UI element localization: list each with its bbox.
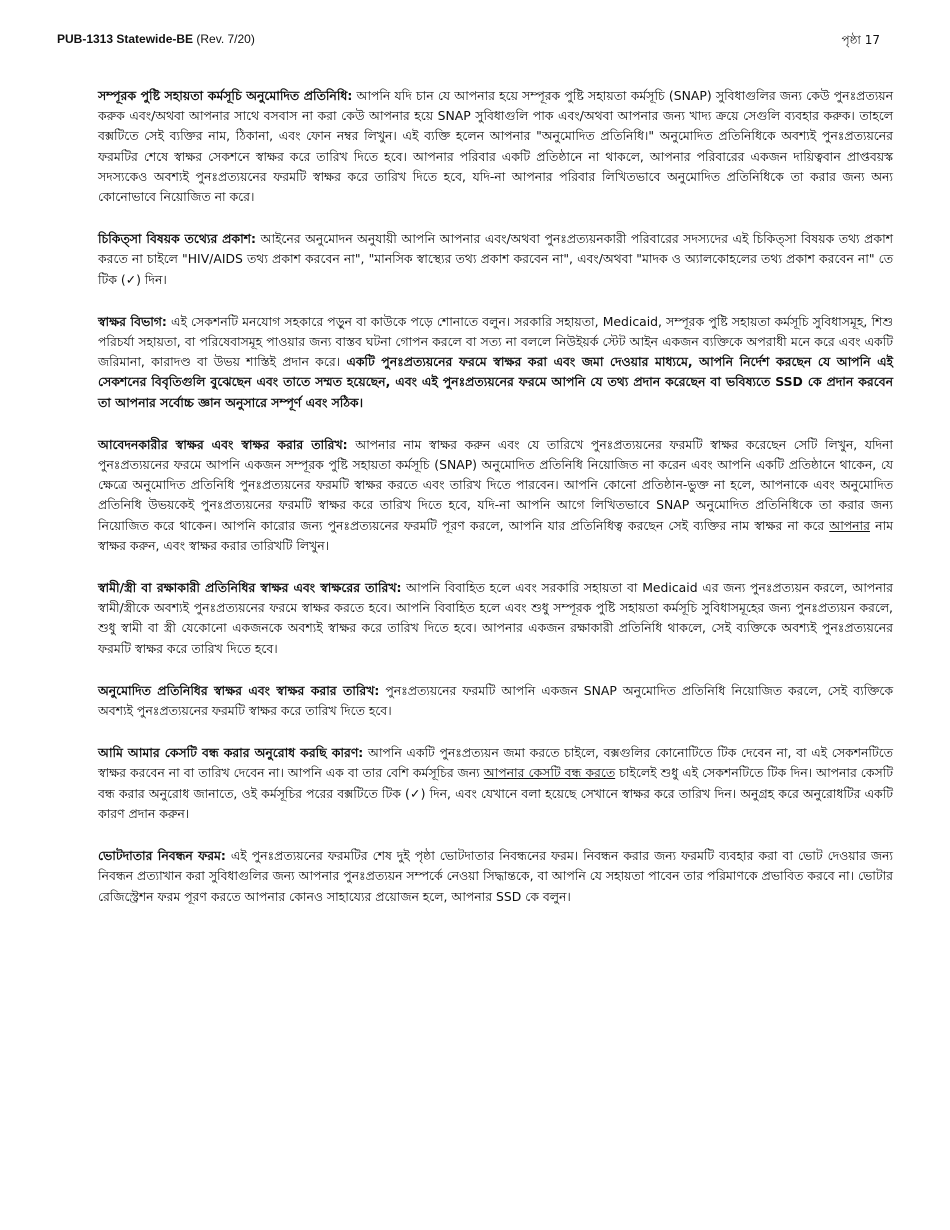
section-underlined-text: আপনার কেসটি বন্ধ করতে: [483, 765, 616, 781]
section-heading: ভোটদাতার নিবন্ধন ফরম:: [98, 848, 226, 864]
section-text-after: নাম স্বাক্ষর করুন, এবং স্বাক্ষর করার তারিখটি লিখুন।: [98, 517, 893, 553]
section-applicant-signature: [98, 435, 893, 556]
section-voter-registration: [98, 846, 893, 907]
section-heading: স্বাক্ষর বিভাগ:: [98, 313, 167, 329]
section-heading: আমি আমার কেসটি বন্ধ করার অনুরোধ করছি কারণ:: [98, 745, 364, 761]
section-text: আইনের অনুমোদন অনুযায়ী আপনি আপনার এবং/অথবা পুনঃপ্রত্যয়নকারী পরিবারের সদস্যদের এই চিকিত্সা বিষয়ক তথ্য প্রকাশ করতে না চাইলে "HIV/AIDS তথ্য প্রকাশ করবেন না", "মানসিক স্বাস্থ্যের তথ্য প্রকাশ করবেন না", এবং/অথবা "মাদক ও অ্যালকোহলের তথ্য প্রকাশ করবেন না" তে টিক (✓) দিন।: [98, 231, 893, 287]
section-snap-authorized-representative: [98, 86, 893, 207]
section-text: আপনি একটি পুনঃপ্রত্যয়ন জমা করতে চাইলে, বক্সগুলির কোনোটিতে টিক দেবেন না, বা এই সেকশনটিতে স্বাক্ষর করবেন না বা তারিখ দেবেন না। আপনি এক বা তার বেশি কর্মসূচির জন্য: [98, 745, 893, 781]
form-code: PUB-1313 Statewide-BE: [57, 32, 194, 46]
form-identifier: [57, 32, 255, 46]
section-text-after: চাইলেই শুধু এই সেকশনটিতে টিক দিন। আপনার কেসটি বন্ধ করার অনুরোধ জানাতে, ওই কর্মসূচির পরের বক্সটিতে টিক (✓) দিন, এবং যেখানে বলা হয়েছে সেখানে স্বাক্ষর করে তারিখ দিন। অনুগ্রহ করে অনুরোধটির একটি কারণ প্রদান করুন।: [98, 765, 893, 821]
section-bold-statement: একটি পুনঃপ্রত্যয়নের ফরমে স্বাক্ষর করা এবং জমা দেওয়ার মাধ্যমে, আপনি নির্দেশ করছেন যে আপনি এই সেকশনের বিবৃতিগুলি বুঝেছেন এবং তাতে সম্মত হয়েছেন, এবং এই পুনঃপ্রত্যয়নের ফরমে আপনি যে তথ্য প্রদান করেছেন বা ভবিষ্যতে SSD কে প্রদান করবেন তা আপনার সর্বোচ্চ জ্ঞান অনুসারে সম্পূর্ণ এবং সঠিক।: [98, 354, 893, 410]
section-signature: [98, 312, 893, 413]
section-text: এই পুনঃপ্রত্যয়নের ফরমটির শেষ দুই পৃষ্ঠা ভোটদাতার নিবন্ধনের ফরম। নিবন্ধন করার জন্য ফরমটি ব্যবহার করা বা ভোট দেওয়ার জন্য নিবন্ধন প্রত্যাখান করা সুবিধাগুলির জন্য আপনার পুনঃপ্রত্যয়ন সম্পর্কে নেওয়া সিদ্ধান্তকে, বা আপনি যে সহায়তা পাবেন তার পরিমাণকে প্রভাবিত করবে না। ভোটার রেজিস্ট্রেশন ফরম পূরণ করতে আপনার কোনও সাহায্যের প্রয়োজন হলে, আপনার SSD কে বলুন।: [98, 848, 893, 904]
document-body: [98, 86, 893, 929]
section-text: পুনঃপ্রত্যয়নের ফরমটি আপনি একজন SNAP অনুমোদিত প্রতিনিধি নিয়োজিত করলে, সেই ব্যক্তিকে অবশ্যই পুনঃপ্রত্যয়নের ফরমটি স্বাক্ষর করে তারিখ দিতে হবে।: [98, 682, 894, 719]
page-header: [57, 32, 880, 50]
section-text: আপনি যদি চান যে আপনার হয়ে সম্পূরক পুষ্টি সহায়তা কর্মসূচি (SNAP) সুবিধাগুলির জন্য কেউ পুনঃপ্রত্যয়ন করুক এবং/অথবা আপনার সাথে বসবাস না করা কেউ আপনার হয়ে SNAP সুবিধাগুলি পাক এবং/অথবা আপনার জন্য খাদ্য ক্রয়ে সেগুলি ব্যবহার করুক। তাহলে বক্সটিতে সেই ব্যক্তির নাম, ঠিকানা, এবং ফোন নম্বর লিখুন। এই ব্যক্তি হলেন আপনার "অনুমোদিত প্রতিনিধি।" অনুমোদিত প্রতিনিধিকে অবশ্যই পুনঃপ্রত্যয়নের ফরমটির শেষে স্বাক্ষর সেকশনে স্বাক্ষর করে তারিখ দিতে হবে। আপনার পরিবার একটি প্রতিষ্ঠানে না থাকলে, আপনার পরিবারের একজন দায়িত্ববান প্রাপ্তবয়স্ক সদস্যকেও অবশ্যই পুনঃপ্রত্যয়নের ফরমটি স্বাক্ষর করে তারিখ দিতে হবে, যদি-না আপনার পরিবার লিখিতভাবে অনুমোদিত প্রতিনিধিকে তা করার জন্য অন্য কোনোভাবে নিয়োজিত না করে।: [98, 88, 894, 205]
section-underlined-text: আপনার: [829, 517, 870, 533]
section-medical-information-disclosure: [98, 229, 893, 290]
section-heading: সম্পূরক পুষ্টি সহায়তা কর্মসূচি অনুমোদিত প্রতিনিধি:: [98, 88, 353, 103]
section-heading: অনুমোদিত প্রতিনিধির স্বাক্ষর এবং স্বাক্ষর করার তারিখ:: [98, 682, 380, 698]
section-text: এই সেকশনটি মনযোগ সহকারে পড়ুন বা কাউকে পড়ে শোনাতে বলুন। সরকারি সহায়তা, Medicaid, সম্পূরক পুষ্টি সহায়তা কর্মসূচি সুবিধাসমূহ, শিশু পরিচর্যা সহায়তা, বা পরিষেবাসমূহ পাওয়ার জন্য বাস্তব ঘটনা গোপন করলে বা সত্য না বললে নিউইয়র্ক স্টেট আইন একজন ব্যক্তিকে অপরাধী মনে করে এবং একটি জরিমানা, কারাদণ্ড বা উভয় শাস্তিই প্রদান করে।: [98, 313, 893, 370]
section-authorized-representative-signature: [98, 681, 893, 721]
section-text: আপনি বিবাহিত হলে এবং সরকারি সহায়তা বা Medicaid এর জন্য পুনঃপ্রত্যয়ন করলে, আপনার স্বামী/স্ত্রীকে অবশ্যই পুনঃপ্রত্যয়নের ফরমে স্বাক্ষর করতে হবে। আপনি বিবাহিত হলে এবং শুধু সম্পূরক পুষ্টি সহায়তা কর্মসূচি সুবিধাসমূহের জন্য পুনঃপ্রত্যয়ন করলে, শুধু স্বামী বা স্ত্রী যেকোনো একজনকে অবশ্যই স্বাক্ষর করে তারিখ দিতে হবে। আপনার একজন রক্ষাকারী প্রতিনিধি থাকলে, সেই ব্যক্তিকে অবশ্যই পুনঃপ্রত্যয়নের ফরমটি স্বাক্ষর করে তারিখ দিতে হবে।: [98, 580, 893, 656]
section-heading: চিকিত্সা বিষয়ক তথ্যের প্রকাশ:: [98, 231, 256, 247]
section-text: আপনার নাম স্বাক্ষর করুন এবং যে তারিখে পুনঃপ্রত্যয়নের ফরমটি স্বাক্ষর করেছেন সেটি লিখুন, যদিনা পুনঃপ্রত্যয়নের ফরমে আপনি একজন সম্পূরক পুষ্টি সহায়তা কর্মসূচি (SNAP) অনুমোদিত প্রতিনিধি নিয়োজিত না করেন এবং আপনি একটি প্রতিষ্ঠানে থাকেন, যে ক্ষেত্রে অনুমোদিত প্রতিনিধি পুনঃপ্রত্যয়নের ফরমটি স্বাক্ষর করতে এবং তারিখ দিতে পারবেন। আপনি কোনো প্রতিষ্ঠান-ভুক্ত না হলে, আপনাকে এবং অনুমোদিত প্রতিনিধি উভয়কেই পুনঃপ্রত্যয়নের ফরমটি স্বাক্ষর করে তারিখ দিতে হবে, যদি-না আপনি আগে লিখিতভাবে SNAP অনুমোদিত প্রতিনিধিকে তা করার জন্য নিয়োজিত করে থাকেন। আপনি কারোর জন্য পুনঃপ্রত্যয়নের ফরমটি পূরণ করলে, আপনি যার প্রতিনিধিত্ব করছেন সেই ব্যক্তির নাম স্বাক্ষর না করে: [98, 436, 894, 533]
section-heading: স্বামী/স্ত্রী বা রক্ষাকারী প্রতিনিধির স্বাক্ষর এবং স্বাক্ষরের তারিখ:: [98, 580, 402, 596]
form-revision: (Rev. 7/20): [196, 32, 255, 46]
section-close-case-request: [98, 743, 893, 824]
section-spouse-guardian-signature: [98, 578, 893, 659]
section-heading: আবেদনকারীর স্বাক্ষর এবং স্বাক্ষর করার তারিখ:: [98, 436, 348, 452]
page-number: পৃষ্ঠা 17: [841, 33, 880, 47]
